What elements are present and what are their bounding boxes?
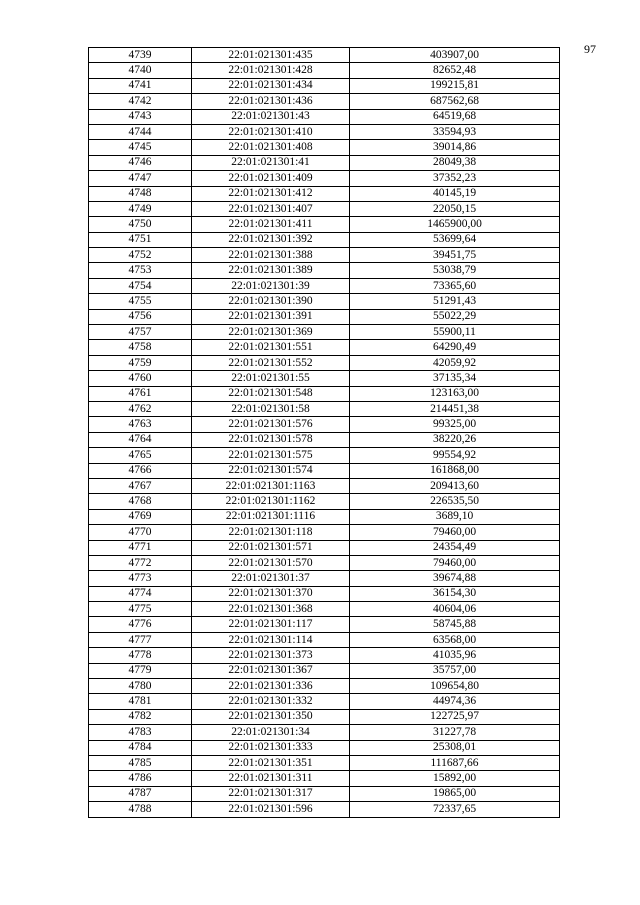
table-body: [89, 48, 560, 818]
table-row: [89, 217, 560, 232]
cadastral-value-cell: 3689,10: [350, 509, 560, 524]
table-row: [89, 802, 560, 817]
row-number-cell: 4753: [89, 263, 192, 278]
cadastral-number-cell: 22:01:021301:409: [192, 171, 350, 186]
row-number-cell: 4782: [89, 709, 192, 724]
table-row: [89, 494, 560, 509]
row-number-cell: 4763: [89, 417, 192, 432]
table-row: [89, 771, 560, 786]
cadastral-number-cell: 22:01:021301:117: [192, 617, 350, 632]
cadastral-value-cell: 99554,92: [350, 448, 560, 463]
cadastral-number-cell: 22:01:021301:410: [192, 124, 350, 139]
table-row: [89, 663, 560, 678]
cadastral-number-cell: 22:01:021301:435: [192, 48, 350, 63]
row-number-cell: 4781: [89, 694, 192, 709]
cadastral-number-cell: 22:01:021301:34: [192, 725, 350, 740]
cadastral-value-cell: 73365,60: [350, 278, 560, 293]
row-number-cell: 4755: [89, 294, 192, 309]
cadastral-number-cell: 22:01:021301:576: [192, 417, 350, 432]
row-number-cell: 4749: [89, 201, 192, 216]
table-row: [89, 740, 560, 755]
cadastral-value-cell: 37135,34: [350, 371, 560, 386]
table-row: [89, 48, 560, 63]
table-row: [89, 294, 560, 309]
cadastral-number-cell: 22:01:021301:311: [192, 771, 350, 786]
cadastral-value-cell: 36154,30: [350, 586, 560, 601]
cadastral-value-cell: 226535,50: [350, 494, 560, 509]
row-number-cell: 4760: [89, 371, 192, 386]
cadastral-number-cell: 22:01:021301:412: [192, 186, 350, 201]
cadastral-value-cell: 37352,23: [350, 171, 560, 186]
table-row: [89, 725, 560, 740]
cadastral-value-cell: 64290,49: [350, 340, 560, 355]
row-number-cell: 4771: [89, 540, 192, 555]
cadastral-number-cell: 22:01:021301:118: [192, 525, 350, 540]
cadastral-number-cell: 22:01:021301:58: [192, 401, 350, 416]
cadastral-number-cell: 22:01:021301:575: [192, 448, 350, 463]
row-number-cell: 4784: [89, 740, 192, 755]
row-number-cell: 4778: [89, 648, 192, 663]
row-number-cell: 4742: [89, 94, 192, 109]
table-row: [89, 155, 560, 170]
row-number-cell: 4780: [89, 679, 192, 694]
table-row: [89, 555, 560, 570]
row-number-cell: 4775: [89, 602, 192, 617]
table-row: [89, 571, 560, 586]
row-number-cell: 4746: [89, 155, 192, 170]
cadastral-number-cell: 22:01:021301:369: [192, 325, 350, 340]
cadastral-number-cell: 22:01:021301:1116: [192, 509, 350, 524]
cadastral-number-cell: 22:01:021301:551: [192, 340, 350, 355]
table-row: [89, 309, 560, 324]
cadastral-value-cell: 42059,92: [350, 355, 560, 370]
cadastral-value-cell: 109654,80: [350, 679, 560, 694]
row-number-cell: 4774: [89, 586, 192, 601]
cadastral-value-cell: 403907,00: [350, 48, 560, 63]
table-row: [89, 63, 560, 78]
cadastral-number-cell: 22:01:021301:41: [192, 155, 350, 170]
cadastral-number-cell: 22:01:021301:39: [192, 278, 350, 293]
table-row: [89, 586, 560, 601]
row-number-cell: 4741: [89, 78, 192, 93]
row-number-cell: 4788: [89, 802, 192, 817]
cadastral-number-cell: 22:01:021301:392: [192, 232, 350, 247]
cadastral-number-cell: 22:01:021301:408: [192, 140, 350, 155]
cadastral-number-cell: 22:01:021301:570: [192, 555, 350, 570]
cadastral-value-cell: 25308,01: [350, 740, 560, 755]
cadastral-value-cell: 39674,88: [350, 571, 560, 586]
cadastral-value-cell: 35757,00: [350, 663, 560, 678]
table-row: [89, 401, 560, 416]
table-row: [89, 540, 560, 555]
cadastral-number-cell: 22:01:021301:351: [192, 755, 350, 770]
table-row: [89, 263, 560, 278]
cadastral-value-cell: 40604,06: [350, 602, 560, 617]
cadastral-number-cell: 22:01:021301:1162: [192, 494, 350, 509]
cadastral-value-cell: 33594,93: [350, 124, 560, 139]
cadastral-value-cell: 63568,00: [350, 632, 560, 647]
cadastral-value-cell: 64519,68: [350, 109, 560, 124]
table-row: [89, 371, 560, 386]
cadastral-value-cell: 214451,38: [350, 401, 560, 416]
row-number-cell: 4744: [89, 124, 192, 139]
cadastral-number-cell: 22:01:021301:596: [192, 802, 350, 817]
table-row: [89, 632, 560, 647]
row-number-cell: 4740: [89, 63, 192, 78]
cadastral-value-cell: 199215,81: [350, 78, 560, 93]
cadastral-number-cell: 22:01:021301:548: [192, 386, 350, 401]
cadastral-value-cell: 687562,68: [350, 94, 560, 109]
table-row: [89, 278, 560, 293]
row-number-cell: 4757: [89, 325, 192, 340]
cadastral-number-cell: 22:01:021301:571: [192, 540, 350, 555]
cadastral-value-cell: 53699,64: [350, 232, 560, 247]
row-number-cell: 4766: [89, 463, 192, 478]
cadastral-number-cell: 22:01:021301:388: [192, 248, 350, 263]
cadastral-value-cell: 82652,48: [350, 63, 560, 78]
row-number-cell: 4783: [89, 725, 192, 740]
table-row: [89, 463, 560, 478]
table-row: [89, 709, 560, 724]
table-row: [89, 432, 560, 447]
table-row: [89, 786, 560, 801]
row-number-cell: 4747: [89, 171, 192, 186]
cadastral-number-cell: 22:01:021301:333: [192, 740, 350, 755]
cadastral-value-cell: 79460,00: [350, 525, 560, 540]
cadastral-value-cell: 22050,15: [350, 201, 560, 216]
table-row: [89, 755, 560, 770]
row-number-cell: 4751: [89, 232, 192, 247]
cadastral-number-cell: 22:01:021301:332: [192, 694, 350, 709]
row-number-cell: 4785: [89, 755, 192, 770]
cadastral-number-cell: 22:01:021301:114: [192, 632, 350, 647]
table-row: [89, 171, 560, 186]
row-number-cell: 4770: [89, 525, 192, 540]
table-row: [89, 201, 560, 216]
table-row: [89, 248, 560, 263]
row-number-cell: 4776: [89, 617, 192, 632]
cadastral-value-cell: 38220,26: [350, 432, 560, 447]
cadastral-number-cell: 22:01:021301:368: [192, 602, 350, 617]
row-number-cell: 4759: [89, 355, 192, 370]
cadastral-value-cell: 40145,19: [350, 186, 560, 201]
cadastral-value-cell: 31227,78: [350, 725, 560, 740]
table-row: [89, 602, 560, 617]
row-number-cell: 4750: [89, 217, 192, 232]
row-number-cell: 4748: [89, 186, 192, 201]
cadastral-value-cell: 39014,86: [350, 140, 560, 155]
table-row: [89, 94, 560, 109]
cadastral-value-cell: 55022,29: [350, 309, 560, 324]
cadastral-value-cell: 161868,00: [350, 463, 560, 478]
cadastral-number-cell: 22:01:021301:407: [192, 201, 350, 216]
cadastral-value-cell: 79460,00: [350, 555, 560, 570]
cadastral-number-cell: 22:01:021301:428: [192, 63, 350, 78]
cadastral-number-cell: 22:01:021301:552: [192, 355, 350, 370]
table-row: [89, 525, 560, 540]
table-row: [89, 186, 560, 201]
row-number-cell: 4786: [89, 771, 192, 786]
cadastral-number-cell: 22:01:021301:574: [192, 463, 350, 478]
cadastral-value-cell: 58745,88: [350, 617, 560, 632]
cadastral-value-cell: 51291,43: [350, 294, 560, 309]
cadastral-value-cell: 39451,75: [350, 248, 560, 263]
table-row: [89, 478, 560, 493]
table-row: [89, 679, 560, 694]
cadastral-value-cell: 111687,66: [350, 755, 560, 770]
table-row: [89, 386, 560, 401]
cadastral-number-cell: 22:01:021301:390: [192, 294, 350, 309]
cadastral-number-cell: 22:01:021301:1163: [192, 478, 350, 493]
cadastral-number-cell: 22:01:021301:43: [192, 109, 350, 124]
cadastral-number-cell: 22:01:021301:370: [192, 586, 350, 601]
table-row: [89, 448, 560, 463]
row-number-cell: 4773: [89, 571, 192, 586]
table-row: [89, 648, 560, 663]
table-row: [89, 340, 560, 355]
cadastral-value-cell: 15892,00: [350, 771, 560, 786]
cadastral-value-cell: 1465900,00: [350, 217, 560, 232]
row-number-cell: 4779: [89, 663, 192, 678]
table-row: [89, 109, 560, 124]
table-row: [89, 140, 560, 155]
row-number-cell: 4743: [89, 109, 192, 124]
table-row: [89, 694, 560, 709]
cadastral-value-cell: 41035,96: [350, 648, 560, 663]
row-number-cell: 4752: [89, 248, 192, 263]
cadastral-number-cell: 22:01:021301:389: [192, 263, 350, 278]
cadastral-number-cell: 22:01:021301:55: [192, 371, 350, 386]
cadastral-value-cell: 28049,38: [350, 155, 560, 170]
table-row: [89, 124, 560, 139]
row-number-cell: 4762: [89, 401, 192, 416]
row-number-cell: 4772: [89, 555, 192, 570]
row-number-cell: 4764: [89, 432, 192, 447]
table-row: [89, 355, 560, 370]
cadastral-number-cell: 22:01:021301:391: [192, 309, 350, 324]
row-number-cell: 4745: [89, 140, 192, 155]
table-row: [89, 78, 560, 93]
cadastral-number-cell: 22:01:021301:411: [192, 217, 350, 232]
cadastral-value-cell: 55900,11: [350, 325, 560, 340]
table-row: [89, 617, 560, 632]
cadastral-value-cell: 122725,97: [350, 709, 560, 724]
cadastral-number-cell: 22:01:021301:434: [192, 78, 350, 93]
cadastral-value-cell: 72337,65: [350, 802, 560, 817]
cadastral-number-cell: 22:01:021301:436: [192, 94, 350, 109]
page-number: 97: [584, 42, 596, 56]
cadastral-number-cell: 22:01:021301:367: [192, 663, 350, 678]
cadastral-number-cell: 22:01:021301:336: [192, 679, 350, 694]
cadastral-value-cell: 123163,00: [350, 386, 560, 401]
cadastral-value-cell: 44974,36: [350, 694, 560, 709]
cadastral-value-cell: 99325,00: [350, 417, 560, 432]
row-number-cell: 4761: [89, 386, 192, 401]
row-number-cell: 4777: [89, 632, 192, 647]
cadastral-value-cell: 209413,60: [350, 478, 560, 493]
table-row: [89, 509, 560, 524]
row-number-cell: 4758: [89, 340, 192, 355]
cadastral-number-cell: 22:01:021301:37: [192, 571, 350, 586]
row-number-cell: 4754: [89, 278, 192, 293]
cadastral-number-cell: 22:01:021301:350: [192, 709, 350, 724]
table-row: [89, 417, 560, 432]
cadastral-value-table: [88, 47, 560, 818]
row-number-cell: 4765: [89, 448, 192, 463]
row-number-cell: 4739: [89, 48, 192, 63]
cadastral-number-cell: 22:01:021301:373: [192, 648, 350, 663]
cadastral-value-cell: 53038,79: [350, 263, 560, 278]
table-row: [89, 232, 560, 247]
row-number-cell: 4768: [89, 494, 192, 509]
cadastral-number-cell: 22:01:021301:578: [192, 432, 350, 447]
row-number-cell: 4787: [89, 786, 192, 801]
row-number-cell: 4767: [89, 478, 192, 493]
table-row: [89, 325, 560, 340]
cadastral-number-cell: 22:01:021301:317: [192, 786, 350, 801]
cadastral-value-cell: 19865,00: [350, 786, 560, 801]
row-number-cell: 4769: [89, 509, 192, 524]
row-number-cell: 4756: [89, 309, 192, 324]
cadastral-value-cell: 24354,49: [350, 540, 560, 555]
